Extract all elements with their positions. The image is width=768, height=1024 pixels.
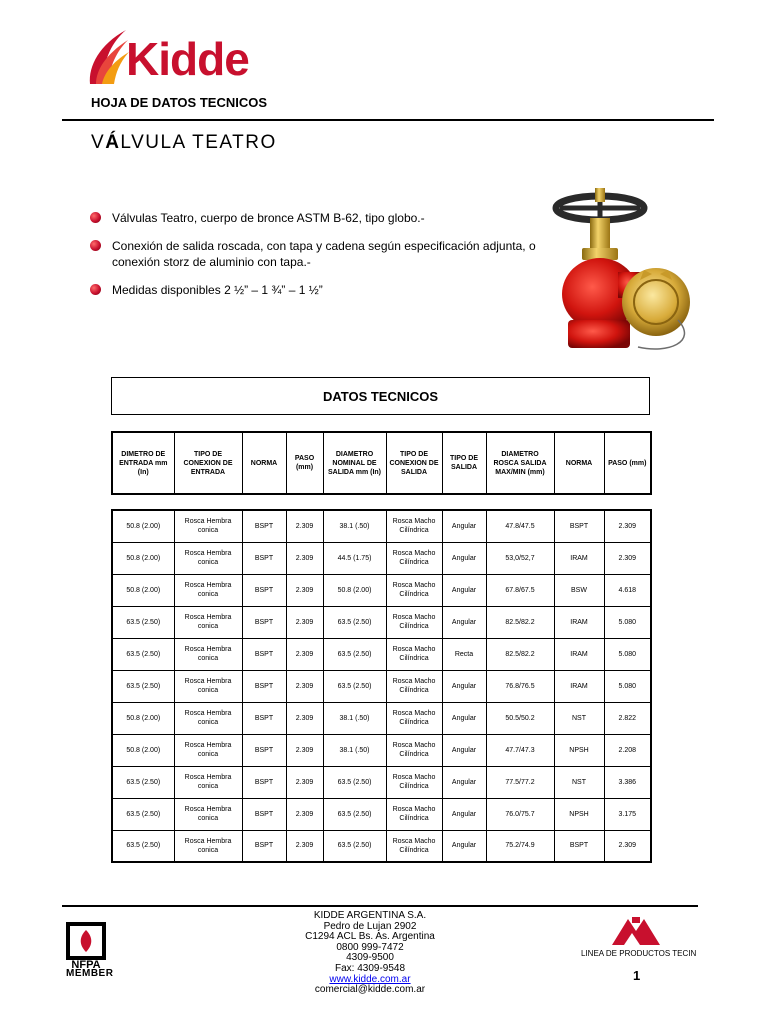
table-cell: 82.5/82.2	[486, 638, 554, 670]
table-cell: BSPT	[242, 830, 286, 862]
table-cell: BSPT	[242, 670, 286, 702]
table-cell: Angular	[442, 766, 486, 798]
tecin-logo	[610, 915, 662, 947]
page-number: 1	[633, 968, 641, 983]
table-cell: 2.309	[286, 766, 323, 798]
table-cell: BSPT	[242, 574, 286, 606]
table-cell: BSPT	[242, 702, 286, 734]
table-cell: 77.5/77.2	[486, 766, 554, 798]
bullet-icon	[90, 240, 101, 251]
table-cell: Angular	[442, 670, 486, 702]
table-cell: Rosca Hembra conica	[174, 606, 242, 638]
table-cell: 63.5 (2.50)	[112, 798, 174, 830]
table-cell: 2.208	[604, 734, 651, 766]
product-line-label: LINEA DE PRODUCTOS TECIN	[581, 949, 697, 958]
column-header: DIAMETRO ROSCA SALIDA MAX/MIN (mm)	[486, 432, 554, 494]
table-cell: 38.1 (.50)	[323, 702, 386, 734]
footer-divider	[62, 905, 698, 907]
table-cell: IRAM	[554, 638, 604, 670]
table-cell: Rosca Hembra conica	[174, 574, 242, 606]
table-cell: Rosca Macho Cilíndrica	[386, 510, 442, 542]
table-cell: 75.2/74.9	[486, 830, 554, 862]
table-cell: Rosca Macho Cilíndrica	[386, 766, 442, 798]
table-cell: Rosca Macho Cilíndrica	[386, 574, 442, 606]
table-row	[112, 542, 651, 574]
feature-item: Válvulas Teatro, cuerpo de bronce ASTM B-62, tipo globo.-	[90, 210, 540, 226]
kidde-flame-icon	[86, 26, 130, 88]
table-cell: 50.5/50.2	[486, 702, 554, 734]
table-row	[112, 510, 651, 542]
column-header: DIMETRO DE ENTRADA mm (In)	[112, 432, 174, 494]
table-cell: 82.5/82.2	[486, 606, 554, 638]
column-header: TIPO DE CONEXION DE SALIDA	[386, 432, 442, 494]
column-header: TIPO DE SALIDA	[442, 432, 486, 494]
table-cell: NPSH	[554, 734, 604, 766]
page-title: VÁLVULA TEATRO	[91, 132, 277, 153]
table-cell: 2.309	[286, 702, 323, 734]
table-cell: 63.5 (2.50)	[323, 670, 386, 702]
table-cell: BSPT	[242, 606, 286, 638]
table-cell: BSPT	[242, 798, 286, 830]
table-cell: 63.5 (2.50)	[112, 606, 174, 638]
table-cell: NST	[554, 702, 604, 734]
table-cell: 50.8 (2.00)	[323, 574, 386, 606]
table-cell: 50.8 (2.00)	[112, 542, 174, 574]
table-cell: BSW	[554, 574, 604, 606]
table-cell: Rosca Hembra conica	[174, 638, 242, 670]
table-row	[112, 734, 651, 766]
table-cell: 50.8 (2.00)	[112, 510, 174, 542]
table-cell: BSPT	[242, 542, 286, 574]
table-cell: Angular	[442, 734, 486, 766]
address-line: C1294 ACL Bs. As. Argentina	[305, 931, 435, 943]
nfpa-member-label: MEMBER	[66, 968, 114, 979]
header-row	[112, 432, 651, 494]
website-link[interactable]: www.kidde.com.ar	[329, 973, 411, 985]
table-cell: Rosca Macho Cilíndrica	[386, 830, 442, 862]
table-cell: Rosca Hembra conica	[174, 734, 242, 766]
table-cell: 38.1 (.50)	[323, 510, 386, 542]
table-cell: 2.309	[286, 574, 323, 606]
table-cell: 53,0/52,7	[486, 542, 554, 574]
column-header: NORMA	[554, 432, 604, 494]
table-cell: BSPT	[242, 766, 286, 798]
table-cell: IRAM	[554, 606, 604, 638]
table-cell: Recta	[442, 638, 486, 670]
table-cell: 63.5 (2.50)	[112, 766, 174, 798]
table-cell: Angular	[442, 702, 486, 734]
table-cell: 63.5 (2.50)	[323, 766, 386, 798]
table-cell: 76.0/75.7	[486, 798, 554, 830]
table-cell: 47.8/47.5	[486, 510, 554, 542]
table-cell: 5.080	[604, 638, 651, 670]
feature-item: Conexión de salida roscada, con tapa y cadena según especificación adjunta, o conexión storz de aluminio con tapa.-	[90, 238, 540, 270]
table-cell: Angular	[442, 798, 486, 830]
table-cell: 50.8 (2.00)	[112, 574, 174, 606]
table-cell: 4.618	[604, 574, 651, 606]
address-line: Fax: 4309-9548	[334, 962, 406, 974]
table-cell: 44.5 (1.75)	[323, 542, 386, 574]
table-cell: Rosca Hembra conica	[174, 798, 242, 830]
table-cell: Rosca Hembra conica	[174, 702, 242, 734]
table-cell: Rosca Macho Cilíndrica	[386, 670, 442, 702]
address-line: 4309-9500	[346, 952, 394, 964]
table-cell: Rosca Hembra conica	[174, 766, 242, 798]
table-cell: Rosca Hembra conica	[174, 670, 242, 702]
kidde-logo	[86, 26, 249, 88]
table-cell: Angular	[442, 574, 486, 606]
table-cell: BSPT	[242, 734, 286, 766]
address-line: 0800 999-7472	[336, 941, 404, 953]
table-cell: 2.309	[286, 670, 323, 702]
header-divider	[62, 119, 714, 121]
table-cell: Rosca Hembra conica	[174, 830, 242, 862]
table-cell: 2.309	[604, 830, 651, 862]
table-row	[112, 702, 651, 734]
table-cell: Rosca Macho Cilíndrica	[386, 638, 442, 670]
bullet-icon	[90, 212, 101, 223]
table-cell: Angular	[442, 606, 486, 638]
address-line: KIDDE ARGENTINA S.A.	[313, 910, 427, 921]
table-cell: BSPT	[554, 830, 604, 862]
table-cell: 2.309	[604, 510, 651, 542]
section-title: DATOS TECNICOS	[111, 377, 650, 415]
doc-type-heading: HOJA DE DATOS TECNICOS	[91, 95, 268, 110]
spec-table-header	[111, 431, 652, 495]
table-cell: 2.309	[286, 606, 323, 638]
table-cell: NPSH	[554, 798, 604, 830]
table-cell: 67.8/67.5	[486, 574, 554, 606]
company-address	[270, 911, 470, 996]
table-row	[112, 766, 651, 798]
table-cell: 2.309	[286, 798, 323, 830]
table-cell: 63.5 (2.50)	[323, 606, 386, 638]
table-cell: Rosca Macho Cilíndrica	[386, 606, 442, 638]
table-row	[112, 798, 651, 830]
table-cell: Angular	[442, 510, 486, 542]
spec-table-body	[111, 509, 652, 863]
table-cell: 2.309	[286, 542, 323, 574]
table-cell: 3.175	[604, 798, 651, 830]
column-header: TIPO DE CONEXION DE ENTRADA	[174, 432, 242, 494]
table-cell: 2.309	[604, 542, 651, 574]
table-cell: Rosca Macho Cilíndrica	[386, 798, 442, 830]
table-cell: 2.822	[604, 702, 651, 734]
table-cell: 63.5 (2.50)	[323, 798, 386, 830]
table-cell: BSPT	[554, 510, 604, 542]
feature-item: Medidas disponibles 2 ½” – 1 ¾” – 1 ½”	[90, 282, 540, 298]
table-cell: Rosca Macho Cilíndrica	[386, 734, 442, 766]
table-cell: 5.080	[604, 606, 651, 638]
valve-product-image	[548, 182, 698, 357]
table-cell: IRAM	[554, 542, 604, 574]
bullet-icon	[90, 284, 101, 295]
column-header: PASO (mm)	[286, 432, 323, 494]
table-cell: 50.8 (2.00)	[112, 734, 174, 766]
table-cell: 63.5 (2.50)	[112, 830, 174, 862]
table-cell: Rosca Hembra conica	[174, 510, 242, 542]
feature-list	[90, 210, 540, 310]
table-cell: 38.1 (.50)	[323, 734, 386, 766]
table-cell: Rosca Macho Cilíndrica	[386, 542, 442, 574]
table-row	[112, 830, 651, 862]
table-cell: Angular	[442, 830, 486, 862]
table-cell: 63.5 (2.50)	[323, 830, 386, 862]
table-row	[112, 574, 651, 606]
table-cell: 50.8 (2.00)	[112, 702, 174, 734]
table-cell: 2.309	[286, 830, 323, 862]
table-row	[112, 606, 651, 638]
table-cell: Angular	[442, 542, 486, 574]
nfpa-mark: NFPA	[71, 959, 101, 971]
table-cell: 63.5 (2.50)	[323, 638, 386, 670]
table-cell: BSPT	[242, 638, 286, 670]
table-cell: 2.309	[286, 638, 323, 670]
table-row	[112, 670, 651, 702]
table-row	[112, 638, 651, 670]
table-cell: 63.5 (2.50)	[112, 670, 174, 702]
table-cell: Rosca Macho Cilíndrica	[386, 702, 442, 734]
table-cell: 5.080	[604, 670, 651, 702]
brand-name: Kidde	[126, 33, 249, 85]
address-line: Pedro de Lujan 2902	[323, 920, 417, 932]
table-cell: 76.8/76.5	[486, 670, 554, 702]
table-cell: 3.386	[604, 766, 651, 798]
table-cell: 2.309	[286, 510, 323, 542]
column-header: NORMA	[242, 432, 286, 494]
table-cell: NST	[554, 766, 604, 798]
table-cell: Rosca Hembra conica	[174, 542, 242, 574]
table-cell: IRAM	[554, 670, 604, 702]
table-cell: BSPT	[242, 510, 286, 542]
table-cell: 2.309	[286, 734, 323, 766]
column-header: PASO (mm)	[604, 432, 651, 494]
email-address[interactable]: comercial@kidde.com.ar	[314, 984, 426, 996]
table-cell: 63.5 (2.50)	[112, 638, 174, 670]
column-header: DIAMETRO NOMINAL DE SALIDA mm (In)	[323, 432, 386, 494]
table-cell: 47.7/47.3	[486, 734, 554, 766]
